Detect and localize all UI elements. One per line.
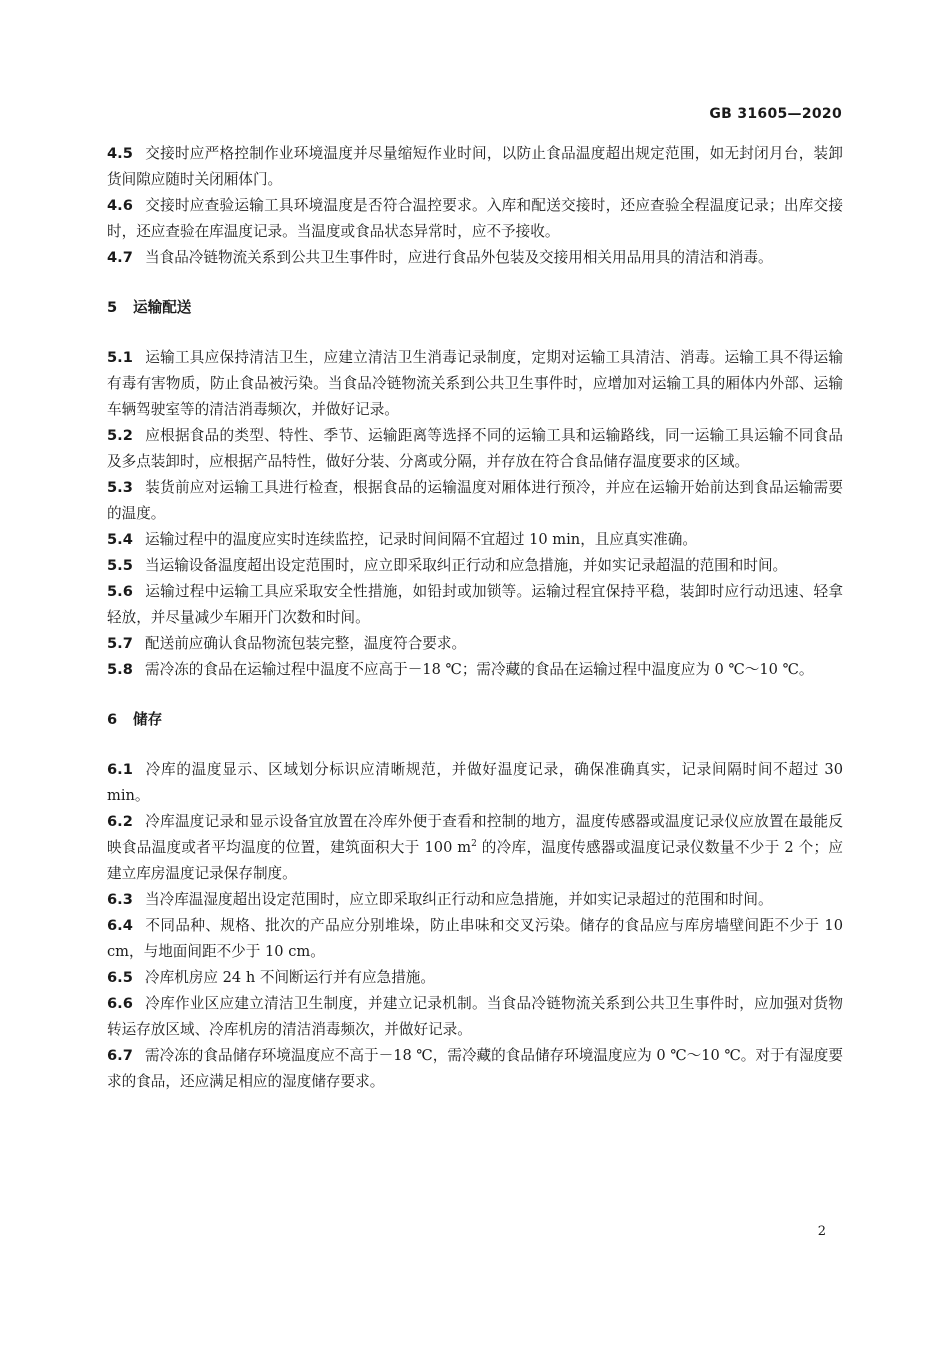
clause-4-5	[107, 141, 843, 193]
clause-text: 冷库温度记录和显示设备宜放置在冷库外便于查看和控制的地方，温度传感器或温度记录仪应放置在最能反映食品温度或者平均温度的位置，建筑面积大于 100 m	[107, 813, 843, 856]
clause-4-6	[107, 193, 843, 245]
document-body	[107, 141, 843, 1095]
clause-6-2	[107, 809, 843, 887]
clause-number: 6.1	[107, 761, 133, 778]
clause-number: 5.3	[107, 479, 133, 496]
clause-4-7	[107, 245, 843, 271]
clause-text: 当冷库温湿度超出设定范围时，应立即采取纠正行动和应急措施，并如实记录超过的范围和时间。	[145, 891, 773, 908]
clause-text: 冷库机房应 24 h 不间断运行并有应急措施。	[145, 969, 435, 986]
clause-text: 当食品冷链物流关系到公共卫生事件时，应进行食品外包装及交接用相关用品用具的清洁和消毒。	[145, 249, 773, 266]
clause-5-5	[107, 553, 843, 579]
clause-text: 应根据食品的类型、特性、季节、运输距离等选择不同的运输工具和运输路线，同一运输工具运输不同食品及多点装卸时，应根据产品特性，做好分装、分离或分隔，并存放在符合食品储存温度要求的区域。	[107, 427, 843, 470]
clause-5-6	[107, 579, 843, 631]
clause-text: 不同品种、规格、批次的产品应分别堆垛，防止串味和交叉污染。储存的食品应与库房墙壁间距不少于 10 cm，与地面间距不少于 10 cm。	[107, 917, 843, 960]
section-heading-5	[107, 295, 843, 321]
clause-number: 5.8	[107, 661, 133, 678]
clause-5-4	[107, 527, 843, 553]
clause-text: 需冷冻的食品储存环境温度应不高于－18 ℃，需冷藏的食品储存环境温度应为 0 ℃～10 ℃。对于有湿度要求的食品，还应满足相应的湿度储存要求。	[107, 1047, 843, 1090]
section-title: 运输配送	[133, 299, 192, 316]
clause-6-7	[107, 1043, 843, 1095]
clause-text: 装货前应对运输工具进行检查，根据食品的运输温度对厢体进行预冷，并应在运输开始前达到食品运输需要的温度。	[107, 479, 843, 522]
clause-6-1	[107, 757, 843, 809]
page-number: 2	[817, 1224, 826, 1239]
clause-number: 6.2	[107, 813, 133, 830]
clause-number: 5.2	[107, 427, 133, 444]
clause-5-3	[107, 475, 843, 527]
clause-text: 交接时应严格控制作业环境温度并尽量缩短作业时间，以防止食品温度超出规定范围，如无封闭月台，装卸货间隙应随时关闭厢体门。	[107, 145, 843, 188]
clause-number: 5.6	[107, 583, 133, 600]
clause-5-8	[107, 657, 843, 683]
clause-5-1	[107, 345, 843, 423]
clause-6-6	[107, 991, 843, 1043]
standard-code: GB 31605—2020	[709, 106, 842, 122]
clause-text-continued: 的冷库，温度传感器或温度记录仪数量不少于 2 个；应建立库房温度记录保存制度。	[107, 839, 843, 882]
superscript: 2	[471, 839, 477, 850]
clause-text: 运输工具应保持清洁卫生，应建立清洁卫生消毒记录制度，定期对运输工具清洁、消毒。运输工具不得运输有毒有害物质，防止食品被污染。当食品冷链物流关系到公共卫生事件时，应增加对运输工具的厢体内外部、运输车辆驾驶室等的清洁消毒频次，并做好记录。	[107, 349, 843, 418]
clause-text: 运输过程中的温度应实时连续监控，记录时间间隔不宜超过 10 min，且应真实准确。	[145, 531, 697, 548]
section-number: 5	[107, 299, 118, 316]
clause-text: 当运输设备温度超出设定范围时，应立即采取纠正行动和应急措施，并如实记录超温的范围和时间。	[145, 557, 788, 574]
clause-number: 6.6	[107, 995, 133, 1012]
clause-number: 6.5	[107, 969, 133, 986]
clause-5-2	[107, 423, 843, 475]
clause-6-5	[107, 965, 843, 991]
clause-number: 5.7	[107, 635, 133, 652]
clause-number: 4.7	[107, 249, 133, 266]
clause-text: 冷库作业区应建立清洁卫生制度，并建立记录机制。当食品冷链物流关系到公共卫生事件时，应加强对货物转运存放区域、冷库机房的清洁消毒频次，并做好记录。	[107, 995, 843, 1038]
clause-text: 运输过程中运输工具应采取安全性措施，如铅封或加锁等。运输过程宜保持平稳，装卸时应行动迅速、轻拿轻放，并尽量减少车厢开门次数和时间。	[107, 583, 843, 626]
clause-text: 需冷冻的食品在运输过程中温度不应高于－18 ℃；需冷藏的食品在运输过程中温度应为 0 ℃～10 ℃。	[145, 661, 814, 678]
clause-number: 5.5	[107, 557, 133, 574]
section-number: 6	[107, 711, 118, 728]
clause-5-7	[107, 631, 843, 657]
clause-number: 5.1	[107, 349, 133, 366]
clause-number: 6.4	[107, 917, 133, 934]
clause-number: 4.6	[107, 197, 133, 214]
section-title: 储存	[133, 711, 163, 728]
clause-number: 4.5	[107, 145, 133, 162]
clause-6-3	[107, 887, 843, 913]
section-heading-6	[107, 707, 843, 733]
clause-number: 6.3	[107, 891, 133, 908]
clause-number: 5.4	[107, 531, 133, 548]
clause-text: 交接时应查验运输工具环境温度是否符合温控要求。入库和配送交接时，还应查验全程温度记录；出库交接时，还应查验在库温度记录。当温度或食品状态异常时，应不予接收。	[107, 197, 843, 240]
clause-number: 6.7	[107, 1047, 133, 1064]
clause-text: 配送前应确认食品物流包装完整，温度符合要求。	[145, 635, 467, 652]
clause-6-4	[107, 913, 843, 965]
clause-text: 冷库的温度显示、区域划分标识应清晰规范，并做好温度记录，确保准确真实，记录间隔时间不超过 30 min。	[107, 761, 843, 804]
